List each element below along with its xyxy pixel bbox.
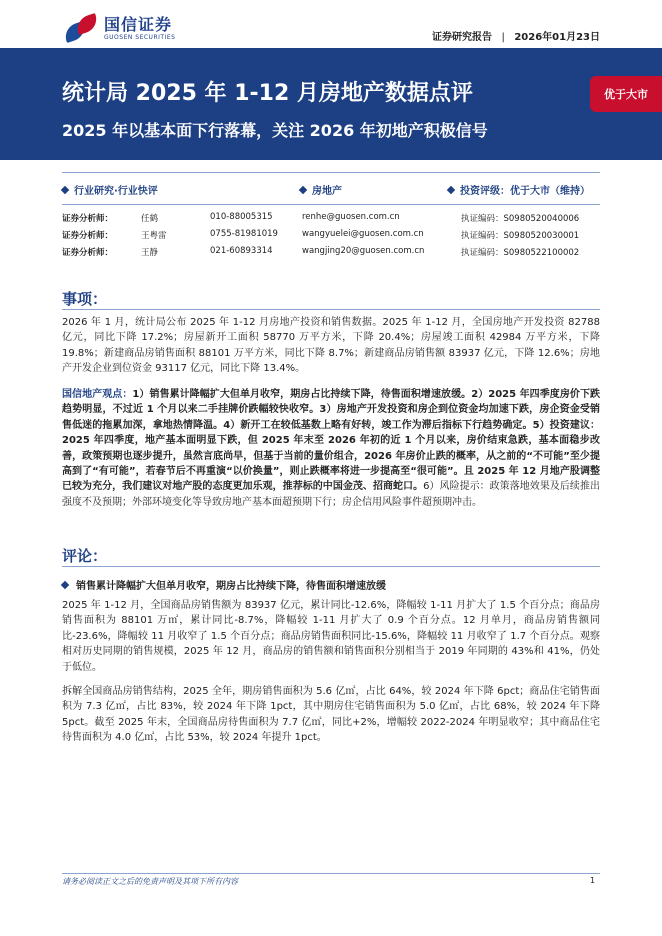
report-subtitle: 2025 年以基本面下行落幕，关注 2026 年初地产积极信号: [62, 121, 488, 140]
comment-paragraph-2: 拆解全国商品房销售结构，2025 全年，期房销售面积为 5.6 亿㎡，占比 64%，较 2024 年下降 6pct；商品住宅销售面积为 7.3 亿㎡，占比 83%，较 2024 年下降 1pct，其中期房住宅销售面积为 5.0 亿㎡，占比 68%，较 2024 年下降 5pct。截至 2025 年末，全国商品房待售面积为 7.7 亿㎡，同比+2%，增幅较 2022-2024 年明显收窄；其中商品住宅待售面积为 4.0 亿㎡，占比 53%，较 2024 年提升 1pct。: [62, 686, 600, 744]
comment-heading: 评论：: [62, 547, 108, 565]
analyst-table: [62, 212, 600, 263]
logo-name-en: GUOSEN SECURITIES: [104, 33, 176, 41]
viewpoint-label: 国信地产观点：: [62, 389, 133, 400]
header-separator: |: [501, 32, 505, 43]
report-date: 2026年01月23日: [514, 32, 600, 43]
diamond-icon: [61, 186, 69, 194]
analyst-row: 证券分析师： 王静 021-60893314 wangjing20@guosen.com.cn 执证编码：S0980522100002: [62, 246, 580, 258]
meta-rating: 投资评级：优于大市（维持）: [448, 182, 590, 197]
page-header: [0, 0, 662, 48]
logo-name-cn: 国信证券: [104, 14, 173, 34]
meta-divider-top: [62, 172, 600, 173]
report-type: 证券研究报告: [431, 32, 492, 43]
analyst-email[interactable]: wangjing20@guosen.com.cn: [302, 246, 425, 256]
analyst-row: 证券分析师： 王粤雷 0755-81981019 wangyuelei@guosen.com.cn 执证编码：S0980520030001: [62, 229, 580, 241]
viewpoint-bold: 1）销售累计降幅扩大但单月收窄，期房占比持续下降，待售面积增速放缓。2）2025 年四季度房价下跌趋势明显，不过近 1 个月以来二手挂牌价跌幅较快收窄。3）房地产开发投资和房企到位资金均加速下跌，房企资金受销售低迷的拖累加深，拿地热情降温。4）新开工在较低基数上略有好转，竣工作为滞后指标下行趋势确定。5）投资建议：2025 年四季度，地产基本面明显下跌，但 2025 年末至 2026 年初的近 1 个月以来，房价结束急跌，基本面稳步改善，政策预期也逐步提升，虽然言底尚早，但基于当前的量价组合，2026 年房价止跌的概率，从之前的“不可能”至少提高到了“有可能”，若春节后不再重演“以价换量”，则止跌概率将进一步提高至“很可能”。且 2025 年 12 月地产股调整已较为充分，我们建议对地产股的态度更加乐观，推荐标的中国金茂、招商蛇口。: [62, 389, 601, 493]
diamond-icon: [447, 186, 455, 194]
viewpoint-paragraph: [62, 387, 600, 510]
diamond-icon: [61, 581, 69, 589]
viewpoint-risk: 6）风险提示：政策落地效果及后续推出强度不及预期；外部环境变化等导致房地产基本面超预期下行；房企信用风险事件超预期冲击。: [62, 481, 600, 508]
analyst-row: 证券分析师： 任鹤 010-88005315 renhe@guosen.com.cn 执证编码：S0980520040006: [62, 212, 580, 224]
report-type-date: [432, 28, 600, 43]
events-heading: 事项：: [62, 290, 108, 308]
comment-divider: [62, 566, 600, 567]
comment-bullet: 销售累计降幅扩大但单月收窄，期房占比持续下降，待售面积增速放缓: [62, 577, 386, 592]
analyst-email[interactable]: renhe@guosen.com.cn: [302, 212, 400, 222]
analyst-email[interactable]: wangyuelei@guosen.com.cn: [302, 229, 424, 239]
events-divider: [62, 309, 600, 310]
meta-category: 行业研究·行业快评: [62, 182, 158, 197]
events-paragraph: 2026 年 1 月，统计局公布 2025 年 1-12 月房地产投资和销售数据。2025 年 1-12 月，全国房地产开发投资 82788 亿元，同比下降 17.2%；房屋新开工面积 58770 万平方米，下降 20.4%；房屋竣工面积 42984 万平方米，下降 19.8%；新建商品房销售面积 88101 万平方米，同比下降 8.7%；新建商品房销售额 83937 亿元，下降 12.6%；房地产开发企业到位资金 93117 亿元，同比下降 13.4%。: [62, 317, 600, 375]
diamond-icon: [299, 186, 307, 194]
meta-divider-bottom: [62, 204, 600, 205]
logo-icon: [62, 14, 100, 42]
footer-divider: [62, 873, 600, 874]
rating-tag: 优于大市: [590, 76, 662, 112]
report-title: 统计局 2025 年 1-12 月房地产数据点评: [62, 81, 473, 106]
comment-paragraph-1: 2025 年 1-12 月，全国商品房销售额为 83937 亿元，累计同比-12.6%，降幅较 1-11 月扩大了 1.5 个百分点；商品房销售面积为 88101 万㎡，累计同比-8.7%，降幅较 1-11 月扩大了 0.9 个百分点。12 月单月，商品房销售额同比-23.6%，降幅较 11 月收窄了 1.5 个百分点；商品房销售面积同比-15.6%，降幅较 11 月收窄了 1.7 个百分点。观察相对历史同期的销售规模，2025 年 12 月，商品房的销售额和销售面积分别相当于 2019 年同期的 43%和 41%，仍处于低位。: [62, 600, 600, 673]
disclaimer-note: 请务必阅读正文之后的免责声明及其项下所有内容: [62, 877, 238, 886]
guosen-logo: [62, 14, 175, 42]
page-number: 1: [590, 876, 596, 885]
meta-industry: 房地产: [300, 182, 342, 197]
